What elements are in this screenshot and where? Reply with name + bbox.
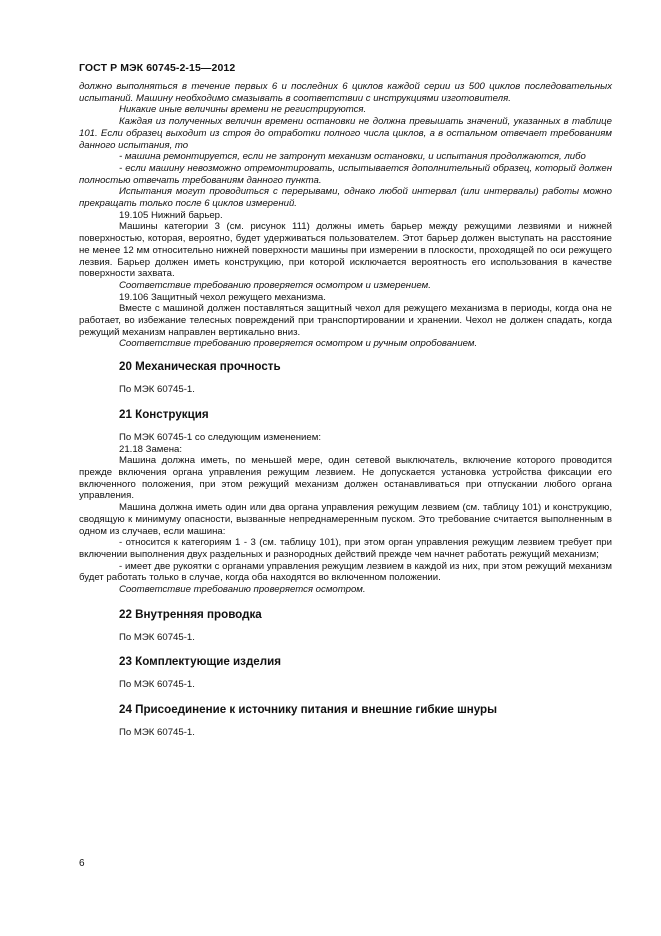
section-heading-20: 20 Механическая прочность <box>119 360 281 374</box>
section-body-22: По МЭК 60745-1. <box>119 631 195 643</box>
compliance-note: Соответствие требованию проверяется осмотром и измерением. <box>119 279 431 291</box>
paragraph: - имеет две рукоятки с органами управления режущим лезвием в каждой из них, при этом режущий механизм будет работать только в случае, когда оба находятся во включенном положении. <box>79 560 612 584</box>
document-header: ГОСТ Р МЭК 60745-2-15—2012 <box>79 62 236 74</box>
paragraph: Каждая из полученных величин времени остановки не должна превышать значений, указанных в таблице 101. Если образец выходит из строя до отработки полного числа циклов, а в остальном отвечает требованиям данного испытания, то <box>79 116 612 151</box>
section-body-24: По МЭК 60745-1. <box>119 727 195 739</box>
page-content <box>79 81 612 739</box>
paragraph: должно выполняться в течение первых 6 и последних 6 циклов каждой серии из 500 циклов последовательных испытаний. Машину необходимо смазывать в соответствии с инструкциями изготовителя. <box>79 81 612 104</box>
paragraph: - относится к категориям 1 - 3 (см. таблицу 101), при этом орган управления режущим лезвием требует при включении выполнения двух раздельных и разнородных действий прежде чем начнет работать режущий механизм; <box>79 537 612 560</box>
section-heading-23: 23 Комплектующие изделия <box>119 655 282 669</box>
paragraph: Машина должна иметь один или два органа управления режущим лезвием (см. таблицу 101) и конструкцию, сводящую к минимуму опасности, вызванные непреднамеренным пуском. Это требование считается выполненным в одном из случаев, если машина: <box>79 502 612 537</box>
clause-heading: 19.105 Нижний барьер. <box>119 209 223 221</box>
paragraph: - машина ремонтируется, если не затронут механизм остановки, и испытания продолжаются, либо <box>119 151 586 163</box>
compliance-note: Соответствие требованию проверяется осмотром. <box>119 584 366 596</box>
paragraph: Испытания могут проводиться с перерывами, однако любой интервал (или интервалы) работы можно прекращать только после 6 циклов измерений. <box>79 186 612 210</box>
paragraph: - если машину невозможно отремонтировать, испытывается дополнительный образец, который должен полностью отвечать требованиям данного пункта. <box>79 162 612 186</box>
section-body-23: По МЭК 60745-1. <box>119 679 195 691</box>
section-heading-22: 22 Внутренняя проводка <box>119 607 262 621</box>
paragraph: Машины категории 3 (см. рисунок 111) должны иметь барьер между режущими лезвиями и нижней поверхностью, которая, вероятно, будет удерживаться пользователем. Этот барьер должен выступать на расстояние не менее 12 мм относительно нижней поверхности машины при измерении в плоскости, проходящей по оси режущего лезвия. Барьер должен иметь конструкцию, при которой исключается вероятность его использования в качестве поверхности захвата. <box>79 221 612 280</box>
section-heading-24: 24 Присоединение к источнику питания и внешние гибкие шнуры <box>119 703 498 717</box>
section-heading-21: 21 Конструкция <box>119 407 209 421</box>
paragraph: Машина должна иметь, по меньшей мере, один сетевой выключатель, включение которого проводится прежде включения органа управления режущим лезвием. Не допускается установка устройства фиксации его включенного положения, при этом режущий механизм должен останавливаться при отпускании любого органа управления. <box>79 455 612 502</box>
compliance-note: Соответствие требованию проверяется осмотром и ручным опробованием. <box>119 338 478 350</box>
clause-heading: 19.106 Защитный чехол режущего механизма. <box>119 291 326 303</box>
paragraph: По МЭК 60745-1 со следующим изменением: <box>119 431 322 443</box>
section-body-20: По МЭК 60745-1. <box>119 384 195 396</box>
page-number: 6 <box>79 858 85 869</box>
clause-heading: 21.18 Замена: <box>119 443 183 455</box>
paragraph: Никакие иные величины времени не регистрируются. <box>119 104 367 116</box>
paragraph: Вместе с машиной должен поставляться защитный чехол для режущего механизма в периоды, когда она не работает, во избежание телесных повреждений при транспортировании и хранении. Чехол не должен спадать, когда режущий механизм направлен вертикально вниз. <box>79 303 612 338</box>
